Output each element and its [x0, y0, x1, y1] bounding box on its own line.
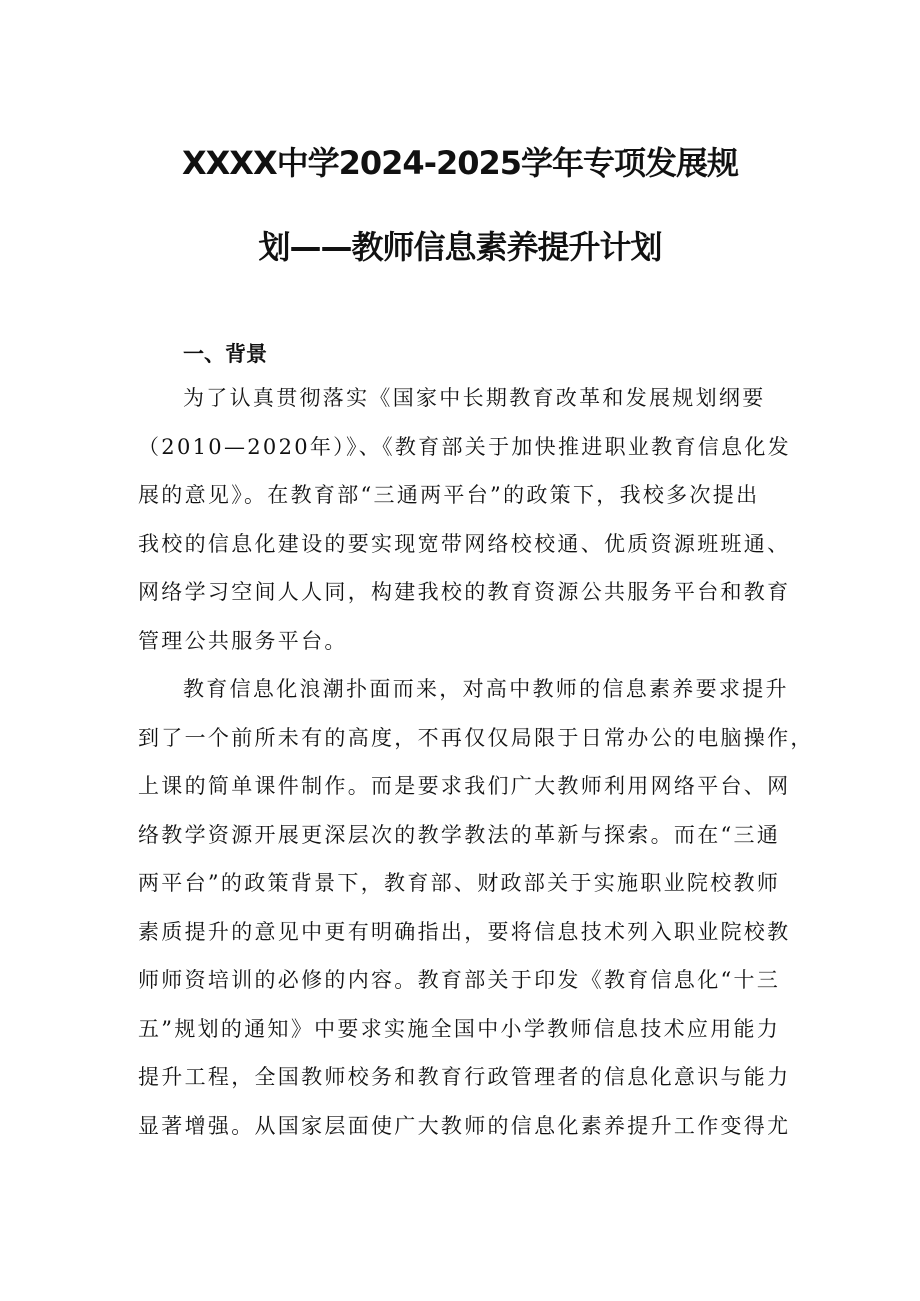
paragraph-2-line: 两平台”的政策背景下，教育部、财政部关于实施职业院校教师 [138, 871, 781, 895]
paragraph-2-line: 显著增强。从国家层面使广大教师的信息化素养提升工作变得尤 [138, 1114, 791, 1138]
paragraph-2-line: 上课的简单课件制作。而是要求我们广大教师利用网络平台、网 [138, 774, 791, 798]
document-title-line-2: 划——教师信息素养提升计划 [258, 228, 662, 266]
paragraph-2-line: 素质提升的意见中更有明确指出，要将信息技术列入职业院校教 [138, 920, 791, 944]
paragraph-2-line: 到了一个前所未有的高度，不再仅仅局限于日常办公的电脑操作， [138, 726, 814, 750]
paragraph-1-line: 网络学习空间人人同，构建我校的教育资源公共服务平台和教育 [138, 580, 791, 604]
paragraph-1-line: 我校的信息化建设的要实现宽带网络校校通、优质资源班班通、 [138, 532, 791, 556]
document-title-line-1: XXXX中学2024-2025学年专项发展规 [181, 144, 739, 182]
paragraph-2-line: 教育信息化浪潮扑面而来，对高中教师的信息素养要求提升 [183, 677, 789, 701]
paragraph-1-line: （2010—2020年）》、《教育部关于加快推进职业教育信息化发 [138, 435, 791, 459]
paragraph-2-line: 师师资培训的必修的内容。教育部关于印发《教育信息化“十三 [138, 968, 781, 992]
paragraph-2-line: 五”规划的通知》中要求实施全国中小学教师信息技术应用能力 [138, 1017, 781, 1041]
paragraph-1-line: 展的意见》。在教育部“三通两平台”的政策下，我校多次提出 [138, 483, 760, 507]
paragraph-2-line: 提升工程，全国教师校务和教育行政管理者的信息化意识与能力 [138, 1065, 791, 1089]
paragraph-1-line: 管理公共服务平台。 [138, 629, 348, 653]
paragraph-2-line: 络教学资源开展更深层次的教学教法的革新与探索。而在“三通 [138, 823, 781, 847]
section-heading-background: 一、背景 [183, 342, 267, 366]
paragraph-1-line: 为了认真贯彻落实《国家中长期教育改革和发展规划纲要 [183, 386, 766, 410]
